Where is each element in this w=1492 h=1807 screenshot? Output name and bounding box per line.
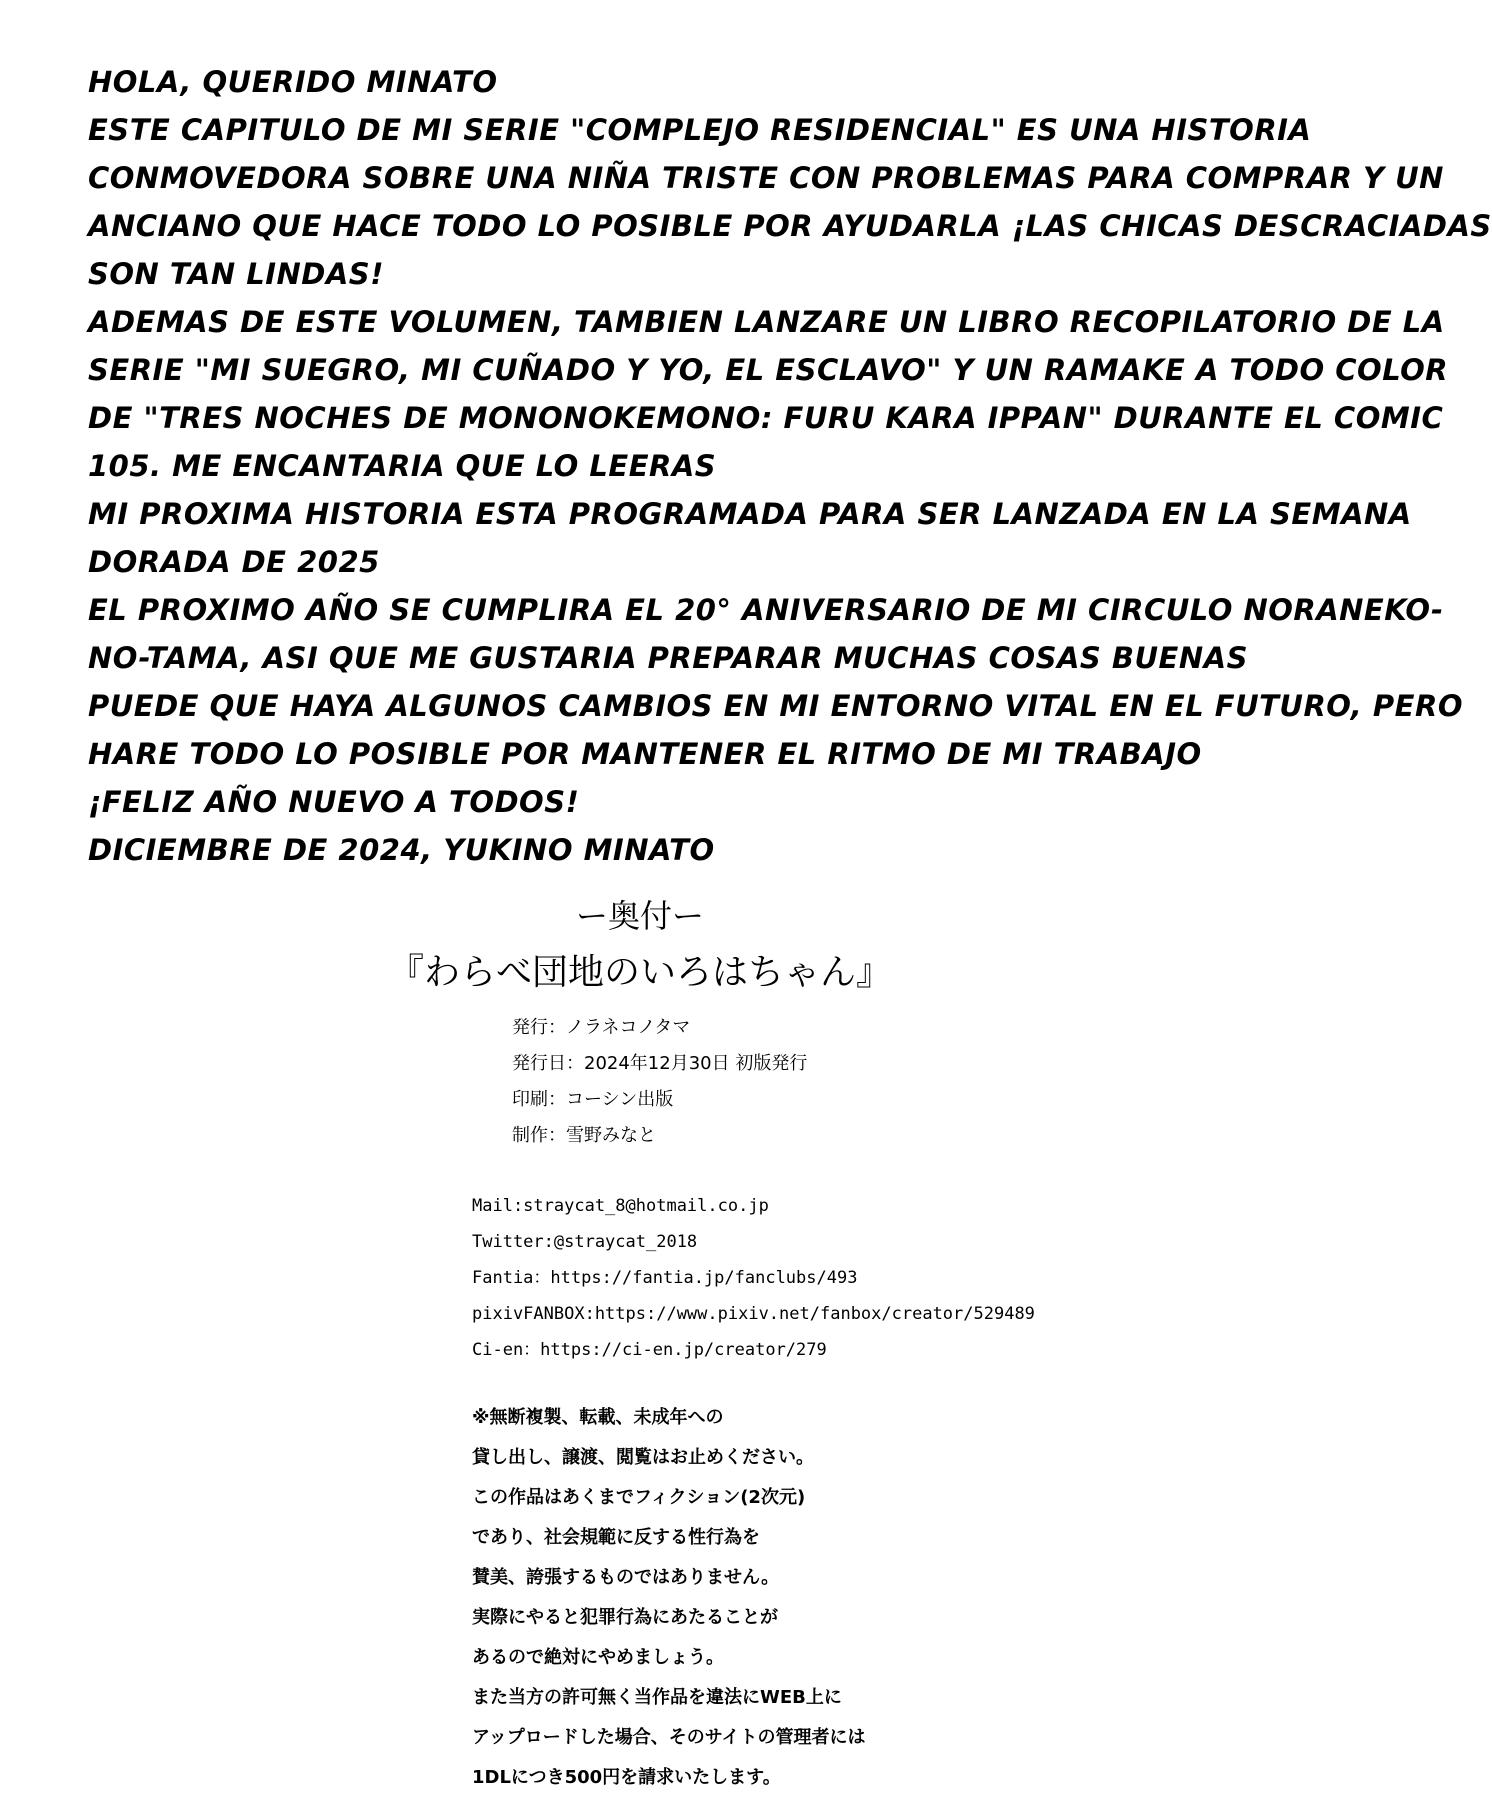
- disclaimer: [472, 1398, 865, 1798]
- letter-line: EL PROXIMO AÑO SE CUMPLIRA EL 20° ANIVERSARIO DE MI CIRCULO NORANEKO-: [88, 593, 1444, 627]
- letter-line: DICIEMBRE DE 2024, YUKINO MINATO: [88, 833, 715, 867]
- letter-line: 105. ME ENCANTARIA QUE LO LEERAS: [88, 449, 717, 483]
- letter-line: HOLA, QUERIDO MINATO: [88, 65, 498, 99]
- letter-line: DE "TRES NOCHES DE MONONOKEMONO: FURU KARA IPPAN" DURANTE EL COMIC: [88, 401, 1444, 435]
- letter-line: PUEDE QUE HAYA ALGUNOS CAMBIOS EN MI ENTORNO VITAL EN EL FUTURO, PERO: [88, 689, 1463, 723]
- author-line: 制作：雪野みなと: [512, 1125, 656, 1146]
- letter-line: SERIE "MI SUEGRO, MI CUÑADO Y YO, EL ESCLAVO" Y UN RAMAKE A TODO COLOR: [88, 353, 1449, 387]
- letter-line: ¡FELIZ AÑO NUEVO A TODOS!: [88, 785, 580, 819]
- disclaimer-line: ※無断複製、転載、未成年への: [472, 1407, 724, 1428]
- fanbox-line: pixivFANBOX:https://www.pixiv.net/fanbox/creator/529489: [472, 1304, 1035, 1324]
- cien-line: Ci-en：https://ci-en.jp/creator/279: [472, 1340, 827, 1360]
- disclaimer-line: また当方の許可無く当作品を違法にWEB上に: [472, 1687, 842, 1708]
- disclaimer-line: 賛美、誇張するものではありません。: [472, 1567, 780, 1588]
- disclaimer-line: この作品はあくまでフィクション(2次元): [472, 1487, 806, 1508]
- letter-line: CONMOVEDORA SOBRE UNA NIÑA TRISTE CON PROBLEMAS PARA COMPRAR Y UN: [88, 161, 1444, 195]
- letter-line: HARE TODO LO POSIBLE POR MANTENER EL RITMO DE MI TRABAJO: [88, 737, 1202, 771]
- book-title: 『わらべ団地のいろはちゃん』: [387, 952, 892, 993]
- letter-line: SON TAN LINDAS!: [88, 257, 384, 291]
- disclaimer-line: 1DLにつき500円を請求いたします。: [472, 1767, 781, 1788]
- letter-line: ADEMAS DE ESTE VOLUMEN, TAMBIEN LANZARE UN LIBRO RECOPILATORIO DE LA: [88, 305, 1445, 339]
- publisher-line: 発行：ノラネコノタマ: [512, 1017, 691, 1038]
- mail-line: Mail:straycat_8@hotmail.co.jp: [472, 1196, 769, 1216]
- letter-line: ESTE CAPITULO DE MI SERIE "COMPLEJO RESIDENCIAL" ES UNA HISTORIA: [88, 113, 1312, 147]
- publish-date-line: 発行日：2024年12月30日 初版発行: [512, 1053, 808, 1074]
- letter-line: MI PROXIMA HISTORIA ESTA PROGRAMADA PARA SER LANZADA EN LA SEMANA: [88, 497, 1412, 531]
- letter-block: [88, 58, 1492, 874]
- letter-line: DORADA DE 2025: [88, 545, 380, 579]
- colophon-heading: ー奥付ー: [575, 897, 704, 935]
- fantia-line: Fantia：https://fantia.jp/fanclubs/493: [472, 1268, 858, 1288]
- letter-line: NO-TAMA, ASI QUE ME GUSTARIA PREPARAR MUCHAS COSAS BUENAS: [88, 641, 1248, 675]
- contact-info: [472, 1188, 1035, 1368]
- twitter-line: Twitter:@straycat_2018: [472, 1232, 698, 1252]
- disclaimer-line: あるので絶対にやめましょう。: [472, 1647, 724, 1668]
- printing-line: 印刷：コーシン出版: [512, 1089, 674, 1110]
- disclaimer-line: であり、社会規範に反する性行為を: [472, 1527, 760, 1548]
- publication-info: [512, 1010, 807, 1154]
- disclaimer-line: 貸し出し、譲渡、閲覧はお止めください。: [472, 1447, 814, 1468]
- disclaimer-line: 実際にやると犯罪行為にあたることが: [472, 1607, 778, 1628]
- letter-line: ANCIANO QUE HACE TODO LO POSIBLE POR AYUDARLA ¡LAS CHICAS DESCRACIADAS: [88, 209, 1492, 243]
- disclaimer-line: アップロードした場合、そのサイトの管理者には: [472, 1727, 866, 1748]
